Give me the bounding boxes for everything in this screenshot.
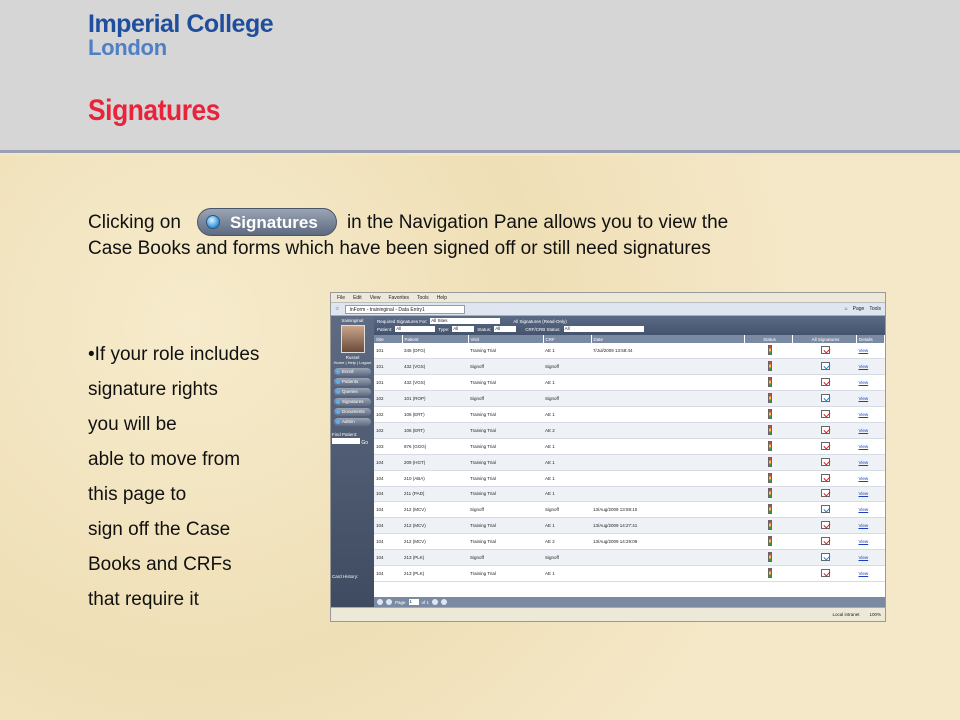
cell-status <box>745 534 793 550</box>
bullet-line: signature rights <box>88 379 218 400</box>
cell-details <box>857 438 885 454</box>
cell-date: 13/Aug/2009 14:27:41 <box>591 518 745 534</box>
menu-tools[interactable]: Tools <box>417 294 429 301</box>
user-label: Russel <box>345 355 360 360</box>
view-link[interactable]: View <box>858 427 869 433</box>
zoom-label[interactable]: 100% <box>869 612 881 617</box>
cell-visit: Training Trial <box>468 343 543 359</box>
cell-visit: Training Trial <box>468 407 543 423</box>
cell-signature <box>793 359 857 375</box>
cell-status <box>745 359 793 375</box>
cell-details <box>857 502 885 518</box>
cell-visit: Training Trial <box>468 486 543 502</box>
signature-icon[interactable] <box>821 505 830 513</box>
traffic-light-icon <box>768 393 772 403</box>
bullet-line: that require it <box>88 589 199 610</box>
signature-icon[interactable] <box>821 489 830 497</box>
pager <box>374 597 885 607</box>
view-link[interactable]: View <box>858 539 869 545</box>
col-visit[interactable]: Visit <box>468 335 543 343</box>
crf-status-select[interactable]: All <box>564 326 644 332</box>
signature-icon[interactable] <box>821 458 830 466</box>
required-signatures-label: Required Signatures For: <box>377 318 428 324</box>
signature-icon[interactable] <box>821 442 830 450</box>
signature-icon[interactable] <box>821 426 830 434</box>
cell-date <box>591 550 745 566</box>
signature-icon[interactable] <box>821 410 830 418</box>
cell-signature <box>793 502 857 518</box>
signature-icon[interactable] <box>821 521 830 529</box>
cell-details <box>857 359 885 375</box>
traffic-light-icon <box>768 536 772 546</box>
table-row <box>374 565 885 581</box>
table-row <box>374 343 885 359</box>
traffic-light-icon <box>768 488 772 498</box>
cell-signature <box>793 438 857 454</box>
nav-queries[interactable]: Queries <box>334 388 371 396</box>
col-details: Details <box>857 335 885 343</box>
cell-date <box>591 422 745 438</box>
cell-details <box>857 375 885 391</box>
table-row <box>374 502 885 518</box>
traffic-light-icon <box>768 361 772 371</box>
cell-site: 103 <box>374 438 402 454</box>
cell-visit: Training Trial <box>468 375 543 391</box>
bullet-line: Books and CRFs <box>88 554 232 575</box>
cell-patient: 213 (PLK) <box>402 550 468 566</box>
table-row <box>374 359 885 375</box>
cell-date: 13/Aug/2009 14:29:09 <box>591 534 745 550</box>
cell-details <box>857 534 885 550</box>
cell-visit: Signoff <box>468 391 543 407</box>
table-row <box>374 486 885 502</box>
view-link[interactable]: View <box>858 555 869 561</box>
view-link[interactable]: View <box>858 570 869 576</box>
cell-patient: 345 (DFG) <box>402 343 468 359</box>
intro-before: Clicking on <box>88 211 181 233</box>
cell-visit: Training Trial <box>468 534 543 550</box>
filter-bar <box>374 316 885 335</box>
table-row <box>374 518 885 534</box>
cell-status <box>745 407 793 423</box>
view-link[interactable]: View <box>858 348 869 354</box>
cell-status <box>745 375 793 391</box>
cell-status <box>745 486 793 502</box>
cell-signature <box>793 343 857 359</box>
cell-patient: 212 (MCV) <box>402 518 468 534</box>
cell-crf: Signoff <box>543 502 591 518</box>
cell-crf: AE 2 <box>543 422 591 438</box>
cell-signature <box>793 375 857 391</box>
cell-signature <box>793 565 857 581</box>
bullet-line: this page to <box>88 484 187 505</box>
cell-site: 104 <box>374 470 402 486</box>
cell-patient: 432 (VGS) <box>402 359 468 375</box>
cell-site: 104 <box>374 565 402 581</box>
cell-patient: 876 (GGG) <box>402 438 468 454</box>
traffic-light-icon <box>768 504 772 514</box>
next-page-button[interactable] <box>432 599 438 605</box>
page-of-label: of 1 <box>421 599 430 605</box>
cell-site: 101 <box>374 343 402 359</box>
cell-site: 104 <box>374 550 402 566</box>
cell-status <box>745 502 793 518</box>
table-row <box>374 422 885 438</box>
traffic-light-icon <box>768 520 772 530</box>
menu-file[interactable]: File <box>337 294 346 301</box>
all-signatures-link[interactable]: All Signatures (Read-Only) <box>513 318 567 324</box>
cell-patient: 101 (ROP) <box>402 391 468 407</box>
page-label: Page <box>395 599 406 605</box>
table-row <box>374 375 885 391</box>
cell-site: 104 <box>374 518 402 534</box>
cell-signature <box>793 550 857 566</box>
signature-icon[interactable] <box>821 346 830 354</box>
view-link[interactable]: View <box>858 459 869 465</box>
nav-documents[interactable]: Documents <box>334 408 371 416</box>
cell-date: 13/Aug/2009 13:59:10 <box>591 502 745 518</box>
page-number-input[interactable]: 1 <box>409 599 419 605</box>
page-menu[interactable]: Page <box>852 306 865 312</box>
view-link[interactable]: View <box>858 475 869 481</box>
cell-status <box>745 454 793 470</box>
cell-crf: AE 1 <box>543 454 591 470</box>
traffic-light-icon <box>768 473 772 483</box>
nav-admin[interactable]: Admin <box>334 418 371 426</box>
bullet-list <box>88 340 318 620</box>
crf-status-label: CRF/CRB Status: <box>525 326 561 332</box>
signature-icon[interactable] <box>821 569 830 577</box>
status-filter-label: Status: <box>477 326 492 332</box>
cell-date <box>591 359 745 375</box>
table-row <box>374 391 885 407</box>
menu-help[interactable]: Help <box>436 294 447 301</box>
cell-crf: AE 1 <box>543 438 591 454</box>
cell-crf: AE 1 <box>543 486 591 502</box>
cell-site: 102 <box>374 422 402 438</box>
star-icon[interactable]: ☆ <box>335 306 340 312</box>
cell-patient: 106 (ERT) <box>402 407 468 423</box>
view-link[interactable]: View <box>858 364 869 370</box>
logo-london: London <box>88 35 167 60</box>
cell-patient: 432 (VGS) <box>402 375 468 391</box>
cell-site: 102 <box>374 391 402 407</box>
cell-date <box>591 470 745 486</box>
view-link[interactable]: View <box>858 443 869 449</box>
page-title: Signatures <box>88 94 221 127</box>
cell-signature <box>793 470 857 486</box>
cell-patient: 212 (MCV) <box>402 502 468 518</box>
cell-visit: Training Trial <box>468 438 543 454</box>
traffic-light-icon <box>768 568 772 578</box>
table-row <box>374 407 885 423</box>
cell-signature <box>793 407 857 423</box>
cell-crf: AE 2 <box>543 534 591 550</box>
patient-filter-label: Patient: <box>377 326 393 332</box>
traffic-light-icon <box>768 441 772 451</box>
col-date[interactable]: Date <box>591 335 745 343</box>
cell-site: 104 <box>374 486 402 502</box>
intro-text <box>88 208 888 261</box>
traffic-light-icon <box>768 345 772 355</box>
navigation-pane <box>331 316 374 607</box>
nav-patients[interactable]: Patients <box>334 378 371 386</box>
cell-visit: Signoff <box>468 550 543 566</box>
signature-icon[interactable] <box>821 378 830 386</box>
signatures-table <box>374 335 885 582</box>
table-row <box>374 550 885 566</box>
cell-details <box>857 454 885 470</box>
cell-patient: 211 (PAD) <box>402 486 468 502</box>
traffic-light-icon <box>768 409 772 419</box>
cell-details <box>857 470 885 486</box>
cell-patient: 210 (ABA) <box>402 470 468 486</box>
inform-app <box>331 316 885 607</box>
view-link[interactable]: View <box>858 380 869 386</box>
cell-crf: AE 1 <box>543 375 591 391</box>
col-all-signatures: All Signatures <box>793 335 857 343</box>
browser-statusbar <box>331 607 885 621</box>
cell-crf: Signoff <box>543 391 591 407</box>
first-page-button[interactable] <box>377 599 383 605</box>
cell-visit: Training Trial <box>468 470 543 486</box>
last-page-button[interactable] <box>441 599 447 605</box>
cell-details <box>857 518 885 534</box>
view-link[interactable]: View <box>858 507 869 513</box>
slide-header <box>0 0 960 153</box>
traffic-light-icon <box>768 552 772 562</box>
cell-date <box>591 565 745 581</box>
nav-links[interactable]: Home | Help | Logout <box>333 360 372 365</box>
col-patient[interactable]: Patient <box>402 335 468 343</box>
cell-site: 101 <box>374 375 402 391</box>
signature-icon[interactable] <box>821 394 830 402</box>
cell-status <box>745 550 793 566</box>
cell-site: 104 <box>374 454 402 470</box>
cell-crf: Signoff <box>543 359 591 375</box>
table-row <box>374 534 885 550</box>
traffic-light-icon <box>768 425 772 435</box>
menu-view[interactable]: View <box>369 294 381 301</box>
cell-details <box>857 343 885 359</box>
cell-visit: Training Trial <box>468 518 543 534</box>
go-button[interactable]: Go <box>361 440 369 446</box>
patient-filter-select[interactable]: All <box>395 326 435 332</box>
table-row <box>374 454 885 470</box>
type-filter-select[interactable]: All <box>452 326 474 332</box>
signatures-button-label: Signatures <box>229 212 318 232</box>
logo-imperial-college: Imperial College <box>88 10 274 38</box>
cell-patient: 213 (PLK) <box>402 565 468 581</box>
cell-status <box>745 391 793 407</box>
cell-crf: AE 1 <box>543 343 591 359</box>
cell-date: 7/Jul/2009 13:58:44 <box>591 343 745 359</box>
type-filter-label: Type: <box>438 326 450 332</box>
home-icon[interactable]: ⌂ <box>844 306 848 312</box>
signature-icon[interactable] <box>821 474 830 482</box>
signatures-main <box>374 316 885 607</box>
cell-details <box>857 565 885 581</box>
cell-date <box>591 375 745 391</box>
nav-enroll[interactable]: Enroll <box>334 368 371 376</box>
cell-crf: AE 1 <box>543 565 591 581</box>
view-link[interactable]: View <box>858 412 869 417</box>
button-orb-icon <box>206 215 220 229</box>
menu-edit[interactable]: Edit <box>353 294 362 301</box>
browser-tabbar <box>331 303 885 316</box>
prev-page-button[interactable] <box>386 599 392 605</box>
browser-tab[interactable]: InForm - traininginal - Data Entry1 <box>345 305 465 314</box>
cell-crf: AE 1 <box>543 518 591 534</box>
zone-label: Local intranet <box>832 612 860 617</box>
signature-icon[interactable] <box>821 362 830 370</box>
cell-visit: Signoff <box>468 502 543 518</box>
signature-icon[interactable] <box>821 553 830 561</box>
cell-crf: AE 1 <box>543 407 591 423</box>
cell-site: 101 <box>374 359 402 375</box>
find-patient-input[interactable] <box>332 438 360 444</box>
col-site[interactable]: Site <box>374 335 402 343</box>
browser-menubar <box>331 293 885 303</box>
cell-visit: Training Trial <box>468 454 543 470</box>
cell-date <box>591 407 745 423</box>
cell-site: 104 <box>374 502 402 518</box>
cell-status <box>745 438 793 454</box>
view-link[interactable]: View <box>858 523 869 529</box>
bullet-line: sign off the Case <box>88 519 231 540</box>
cell-status <box>745 470 793 486</box>
cell-signature <box>793 454 857 470</box>
cell-details <box>857 391 885 407</box>
cell-status <box>745 343 793 359</box>
cell-patient: 209 (HGT) <box>402 454 468 470</box>
menu-favorites[interactable]: Favorites <box>388 294 409 301</box>
cell-signature <box>793 534 857 550</box>
bullet-line: able to move from <box>88 449 241 470</box>
bullet-line: •If your role includes <box>88 344 260 365</box>
cell-date <box>591 486 745 502</box>
find-patient-label: Find Patient: <box>332 432 358 437</box>
cell-crf: AE 1 <box>543 470 591 486</box>
cell-patient: 212 (MCV) <box>402 534 468 550</box>
table-row <box>374 438 885 454</box>
status-filter-select[interactable]: All <box>494 326 516 332</box>
card-history-label: Card History: <box>332 574 359 579</box>
user-name: traininginal <box>341 318 364 323</box>
required-signatures-select[interactable]: All Sites <box>430 318 500 324</box>
traffic-light-icon <box>768 457 772 467</box>
cell-site: 102 <box>374 407 402 423</box>
inform-screenshot <box>330 292 886 622</box>
cell-status <box>745 422 793 438</box>
nav-signatures[interactable]: Signatures <box>334 398 371 406</box>
traffic-light-icon <box>768 377 772 387</box>
cell-patient: 106 (ERT) <box>402 422 468 438</box>
view-link[interactable]: View <box>858 491 869 497</box>
cell-status <box>745 518 793 534</box>
cell-date <box>591 438 745 454</box>
cell-signature <box>793 486 857 502</box>
cell-status <box>745 565 793 581</box>
tools-menu[interactable]: Tools <box>869 306 881 312</box>
avatar <box>341 325 365 353</box>
cell-site: 104 <box>374 534 402 550</box>
signature-icon[interactable] <box>821 537 830 545</box>
cell-signature <box>793 518 857 534</box>
cell-visit: Training Trial <box>468 565 543 581</box>
cell-signature <box>793 391 857 407</box>
signatures-nav-button[interactable] <box>197 208 337 236</box>
cell-date <box>591 391 745 407</box>
cell-signature <box>793 422 857 438</box>
col-status: Status <box>745 335 793 343</box>
cell-visit: Signoff <box>468 359 543 375</box>
bullet-line: you will be <box>88 414 177 435</box>
intro-after: in the Navigation Pane allows you to view the <box>346 211 729 233</box>
cell-details <box>857 422 885 438</box>
cell-date <box>591 454 745 470</box>
cell-details <box>857 550 885 566</box>
cell-details <box>857 407 885 423</box>
cell-crf: Signoff <box>543 550 591 566</box>
table-row <box>374 470 885 486</box>
cell-details <box>857 486 885 502</box>
intro-line2: Case Books and forms which have been signed off or still need signatures <box>88 238 711 259</box>
cell-visit: Training Trial <box>468 422 543 438</box>
col-crf[interactable]: CRF <box>543 335 591 343</box>
view-link[interactable]: View <box>858 396 869 402</box>
